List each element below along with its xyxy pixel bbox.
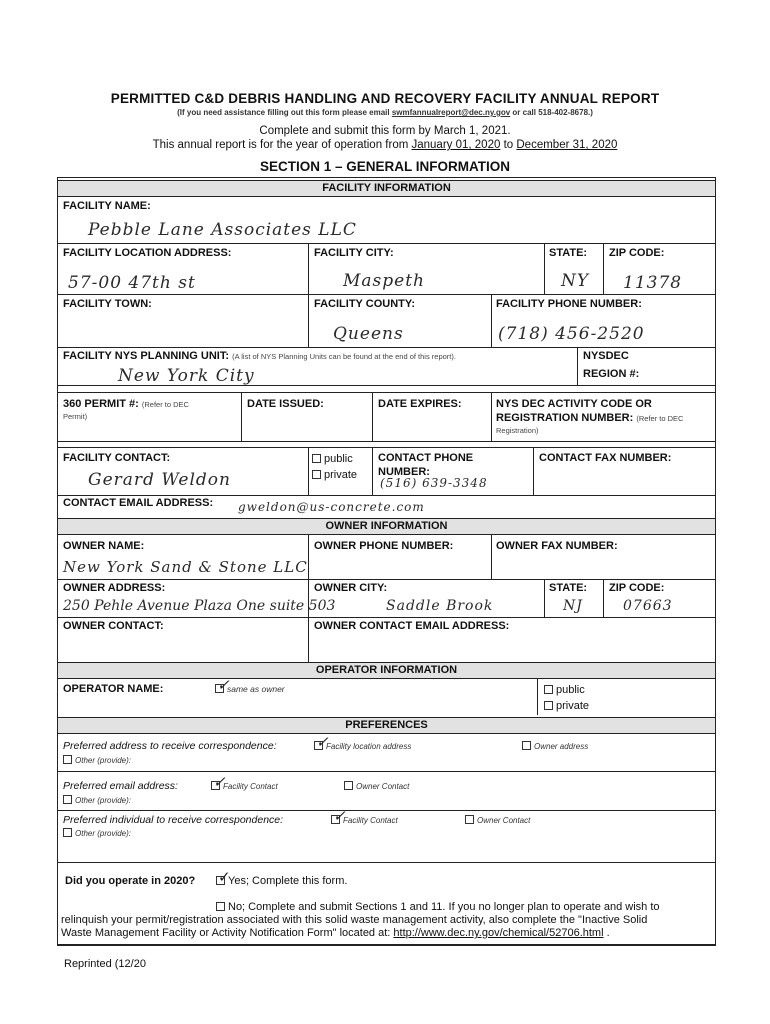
operate-yes-checkbox[interactable]	[216, 876, 225, 885]
contact-phone-label-1: CONTACT PHONE	[378, 452, 474, 464]
operate-yes-option[interactable]: ✓ Yes; Complete this form.	[216, 875, 347, 887]
facility-address-field[interactable]: 57-00 47th st	[68, 273, 196, 293]
nysdec-region-label-2: REGION #:	[583, 368, 640, 380]
contact-phone-label-2: NUMBER:	[378, 466, 430, 478]
facility-zip-field[interactable]: 11378	[623, 273, 683, 293]
form-title: PERMITTED C&D DEBRIS HANDLING AND RECOVERY FACILITY ANNUAL REPORT	[110, 91, 660, 106]
operate-line-2: relinquish your permit/registration associated with this solid waste management activity, also complete the "Inactive Solid	[61, 914, 648, 926]
reprinted-note: Reprinted (12/20	[64, 958, 146, 970]
owner-state-field[interactable]: NJ	[563, 598, 583, 614]
pref-email-facility-checkbox[interactable]	[211, 781, 220, 790]
operate-no-checkbox[interactable]	[216, 902, 225, 911]
facility-county-field[interactable]: Queens	[333, 324, 404, 344]
permit-note: Permit)	[63, 412, 88, 421]
planning-unit-note: (A list of NYS Planning Units can be found at the end of this report).	[232, 352, 456, 361]
permit-number-label: 360 PERMIT #: (Refer to DEC	[63, 398, 189, 410]
owner-name-label: OWNER NAME:	[63, 540, 145, 552]
pref-address-owner-option[interactable]: Owner address	[522, 741, 588, 751]
inactive-form-link[interactable]: http://www.dec.ny.gov/chemical/52706.html	[393, 927, 604, 939]
nysdec-region-label-1: NYSDEC	[583, 350, 629, 362]
pref-individual-other-option[interactable]: Other (provide):	[63, 828, 131, 838]
owner-fax-label: OWNER FAX NUMBER:	[496, 540, 618, 552]
owner-zip-label: ZIP CODE:	[609, 582, 665, 594]
date-expires-label: DATE EXPIRES:	[378, 398, 462, 410]
pref-address-other-checkbox[interactable]	[63, 755, 72, 764]
operator-public-checkbox[interactable]	[544, 685, 553, 694]
owner-address-label: OWNER ADDRESS:	[63, 582, 166, 594]
same-as-owner-checkbox[interactable]	[215, 684, 224, 693]
activity-code-label-2: REGISTRATION NUMBER: (Refer to DEC	[496, 412, 684, 424]
activity-code-label-1: NYS DEC ACTIVITY CODE OR	[496, 398, 652, 410]
assistance-note	[0, 108, 770, 117]
pref-email-label: Preferred email address:	[63, 780, 178, 792]
owner-info-band: OWNER INFORMATION	[58, 518, 715, 535]
owner-zip-field[interactable]: 07663	[623, 598, 673, 614]
operator-private-checkbox[interactable]	[544, 701, 553, 710]
operate-no-option[interactable]: No; Complete and submit Sections 1 and 11. If you no longer plan to operate and wish to	[216, 901, 660, 913]
date-issued-label: DATE ISSUED:	[247, 398, 324, 410]
pref-address-other-option[interactable]: Other (provide):	[63, 755, 131, 765]
owner-name-field[interactable]: New York Sand & Stone LLC	[63, 558, 308, 576]
facility-town-label: FACILITY TOWN:	[63, 298, 152, 310]
planning-unit-label: FACILITY NYS PLANNING UNIT: (A list of NYS Planning Units can be found at the end of this report).	[63, 350, 456, 362]
report-period	[0, 139, 770, 151]
section-title: SECTION 1 – GENERAL INFORMATION	[259, 159, 511, 174]
operate-question: Did you operate in 2020?	[65, 875, 196, 887]
owner-phone-label: OWNER PHONE NUMBER:	[314, 540, 454, 552]
period-end: December 31, 2020	[516, 139, 618, 151]
public-checkbox[interactable]	[312, 454, 321, 463]
facility-contact-field[interactable]: Gerard Weldon	[88, 470, 231, 490]
operator-public-option[interactable]: public	[544, 684, 585, 696]
period-start: January 01, 2020	[411, 139, 501, 151]
pref-email-other-checkbox[interactable]	[63, 795, 72, 804]
preferences-band: PREFERENCES	[58, 717, 715, 734]
facility-county-label: FACILITY COUNTY:	[314, 298, 416, 310]
owner-city-label: OWNER CITY:	[314, 582, 388, 594]
pref-individual-label: Preferred individual to receive correspondence:	[63, 814, 284, 826]
contact-email-field[interactable]: gweldon@us-concrete.com	[238, 500, 425, 514]
contact-email-label: CONTACT EMAIL ADDRESS:	[63, 497, 214, 509]
facility-info-band: FACILITY INFORMATION	[58, 180, 715, 197]
pref-address-owner-checkbox[interactable]	[522, 741, 531, 750]
activity-code-note: Registration)	[496, 426, 539, 435]
facility-name-field[interactable]: Pebble Lane Associates LLC	[88, 220, 357, 240]
contact-fax-label: CONTACT FAX NUMBER:	[539, 452, 672, 464]
pref-individual-facility-checkbox[interactable]	[331, 815, 340, 824]
planning-unit-field[interactable]: New York City	[118, 366, 255, 386]
owner-contact-email-label: OWNER CONTACT EMAIL ADDRESS:	[314, 620, 510, 632]
owner-state-label: STATE:	[549, 582, 588, 594]
operator-private-option[interactable]: private	[544, 700, 589, 712]
pref-address-facility-checkbox[interactable]	[314, 741, 323, 750]
general-information-form	[57, 177, 716, 945]
pref-email-other-option[interactable]: Other (provide):	[63, 795, 131, 805]
facility-name-label: FACILITY NAME:	[63, 200, 151, 212]
facility-state-label: STATE:	[549, 247, 588, 259]
private-checkbox[interactable]	[312, 470, 321, 479]
pref-individual-other-checkbox[interactable]	[63, 828, 72, 837]
pref-email-owner-option[interactable]: Owner Contact	[344, 781, 409, 791]
facility-zip-label: ZIP CODE:	[609, 247, 665, 259]
period-to: to	[503, 139, 514, 151]
pref-address-label: Preferred address to receive correspondence:	[63, 740, 277, 752]
operate-line-3: Waste Management Facility or Activity Notification Form" located at: http://www.dec.ny.gov/chemical/52706.html .	[61, 927, 610, 939]
owner-city-field[interactable]: Saddle Brook	[386, 598, 494, 614]
assist-email-link[interactable]: swmfannualreport@dec.ny.gov	[391, 108, 511, 117]
contact-phone-field[interactable]: (516) 639-3348	[380, 476, 488, 490]
contact-public-option[interactable]: public	[312, 453, 353, 465]
facility-phone-label: FACILITY PHONE NUMBER:	[496, 298, 642, 310]
submit-deadline: Complete and submit this form by March 1, 2021.	[259, 125, 511, 137]
assist-pre: (If you need assistance filling out this form please email	[177, 108, 390, 117]
facility-address-label: FACILITY LOCATION ADDRESS:	[63, 247, 232, 259]
period-pre: This annual report is for the year of operation from	[152, 139, 409, 151]
pref-individual-facility-option[interactable]: ✓ Facility Contact	[331, 815, 398, 825]
pref-email-owner-checkbox[interactable]	[344, 781, 353, 790]
facility-city-label: FACILITY CITY:	[314, 247, 394, 259]
pref-address-facility-option[interactable]: ✓ Facility location address	[314, 741, 411, 751]
owner-contact-label: OWNER CONTACT:	[63, 620, 164, 632]
facility-phone-field[interactable]: (718) 456-2520	[498, 324, 645, 344]
pref-individual-owner-checkbox[interactable]	[465, 815, 474, 824]
assist-post: or call 518-402-8678.)	[512, 108, 593, 117]
pref-individual-owner-option[interactable]: Owner Contact	[465, 815, 530, 825]
operation-status-box	[57, 862, 716, 946]
operator-name-label: OPERATOR NAME:	[63, 683, 164, 695]
facility-state-field[interactable]: NY	[561, 271, 590, 291]
owner-address-field[interactable]: 250 Pehle Avenue Plaza One suite 503	[63, 598, 336, 614]
facility-contact-label: FACILITY CONTACT:	[63, 452, 171, 464]
facility-city-field[interactable]: Maspeth	[343, 271, 425, 291]
operator-info-band: OPERATOR INFORMATION	[58, 662, 715, 679]
pref-email-facility-option[interactable]: ✓ Facility Contact	[211, 781, 278, 791]
same-as-owner-option[interactable]: ✓ same as owner	[215, 684, 285, 694]
contact-private-option[interactable]: private	[312, 469, 357, 481]
